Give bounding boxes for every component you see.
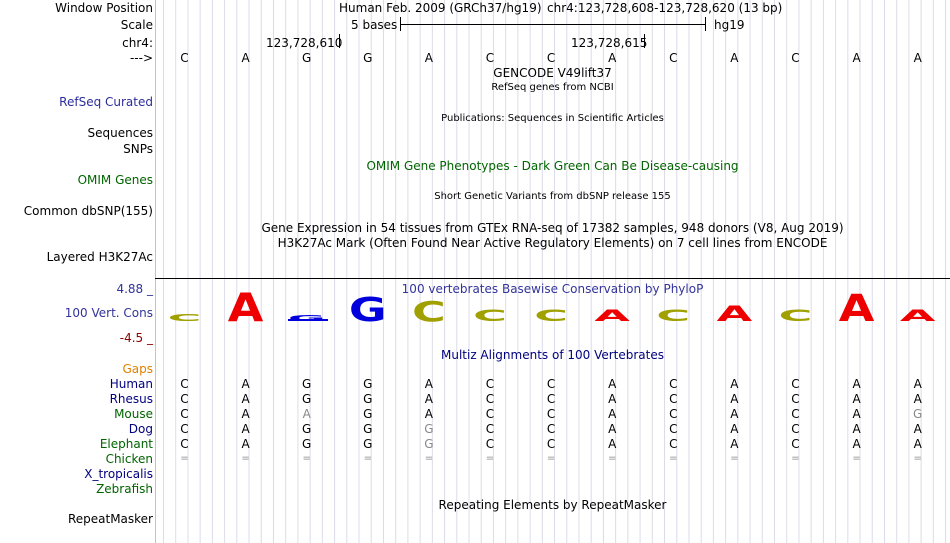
conservation-letter: A — [227, 285, 264, 332]
alignment-base: G — [363, 377, 373, 391]
alignment-base: C — [791, 422, 800, 436]
label-chr: chr4: — [122, 36, 153, 50]
coord-tick-1: 123,728,610 — [266, 36, 343, 50]
scale-label: 5 bases — [351, 18, 398, 32]
alignment-base: = — [852, 453, 861, 464]
label-layered-h3k27ac[interactable]: Layered H3K27Ac — [46, 250, 153, 264]
alignment-base: C — [180, 392, 189, 406]
conservation-letter: A — [594, 306, 630, 326]
reference-base: A — [730, 51, 739, 65]
track-subtitle-refseq[interactable]: RefSeq genes from NCBI — [491, 82, 614, 93]
cons-axis-min: -4.5 _ — [119, 331, 153, 345]
alignment-base: A — [608, 392, 617, 406]
track-title-phylop[interactable]: 100 vertebrates Basewise Conservation by PhyloP — [401, 282, 704, 296]
alignment-base: = — [791, 453, 800, 464]
alignment-base: A — [424, 407, 433, 421]
alignment-base: C — [669, 407, 678, 421]
alignment-base: C — [546, 377, 556, 391]
alignment-base: A — [241, 377, 250, 391]
label-window-position: Window Position — [55, 1, 153, 15]
alignment-base: A — [608, 377, 617, 391]
alignment-base: C — [669, 422, 678, 436]
alignment-base: A — [852, 392, 861, 406]
alignment-base: C — [669, 377, 678, 391]
alignment-base: C — [180, 407, 189, 421]
track-title-gencode[interactable]: GENCODE V49lift37 — [493, 66, 612, 80]
alignment-base: G — [302, 377, 312, 391]
conservation-letter: C — [534, 306, 568, 326]
alignment-base: C — [791, 392, 800, 406]
alignment-base: A — [913, 392, 922, 406]
alignment-base: = — [363, 453, 372, 464]
alignment-base: A — [852, 377, 861, 391]
reference-base: C — [546, 51, 556, 65]
alignment-base: A — [424, 392, 433, 406]
alignment-base: A — [424, 377, 433, 391]
alignment-base: A — [608, 437, 617, 451]
alignment-base: C — [669, 437, 678, 451]
alignment-base: A — [730, 407, 739, 421]
alignment-base: = — [913, 453, 922, 464]
conservation-letter: C — [167, 311, 202, 324]
alignment-base: C — [546, 392, 556, 406]
conservation-letter: A — [899, 306, 936, 326]
reference-base: A — [852, 51, 861, 65]
alignment-base: C — [485, 407, 495, 421]
conservation-letter: A — [716, 301, 753, 327]
track-title-multiz[interactable]: Multiz Alignments of 100 Vertebrates — [440, 348, 665, 362]
alignment-base: A — [730, 422, 739, 436]
reference-base: G — [302, 51, 312, 65]
label-refseq-curated[interactable]: RefSeq Curated — [59, 95, 153, 109]
alignment-base: A — [730, 377, 739, 391]
reference-base: A — [241, 51, 250, 65]
track-title-dbsnp[interactable]: Short Genetic Variants from dbSNP release 155 — [434, 191, 671, 202]
conservation-letter: C — [473, 306, 507, 326]
species-label[interactable]: Elephant — [99, 437, 153, 451]
alignment-base: = — [730, 453, 739, 464]
label-snps[interactable]: SNPs — [123, 142, 153, 156]
alignment-base: A — [852, 437, 861, 451]
reference-base: A — [913, 51, 922, 65]
alignment-base: G — [302, 392, 312, 406]
alignment-base: A — [852, 422, 861, 436]
reference-base: A — [424, 51, 433, 65]
alignment-base: A — [730, 392, 739, 406]
alignment-base: A — [913, 437, 922, 451]
reference-base: C — [180, 51, 189, 65]
alignment-base: A — [913, 377, 922, 391]
species-label[interactable]: Rhesus — [109, 392, 153, 406]
alignment-base: C — [791, 407, 800, 421]
alignment-base: C — [485, 437, 495, 451]
scale-db: hg19 — [714, 18, 745, 32]
alignment-base: G — [913, 407, 923, 421]
label-scale: Scale — [120, 18, 153, 32]
track-title-publications[interactable]: Publications: Sequences in Scientific Articles — [441, 113, 664, 124]
alignment-base: A — [241, 437, 250, 451]
species-label[interactable]: Dog — [128, 422, 153, 436]
alignment-base: C — [791, 377, 800, 391]
alignment-base: G — [302, 422, 312, 436]
species-label[interactable]: Chicken — [105, 452, 153, 466]
alignment-base: C — [546, 407, 556, 421]
alignment-base: C — [546, 437, 556, 451]
alignment-base: = — [546, 453, 556, 464]
reference-base: C — [669, 51, 678, 65]
alignment-base: C — [180, 437, 189, 451]
alignment-base: A — [852, 407, 861, 421]
alignment-base: C — [180, 377, 189, 391]
species-label[interactable]: Mouse — [114, 407, 153, 421]
alignment-base: G — [363, 422, 373, 436]
reference-base: A — [608, 51, 617, 65]
alignment-base: A — [302, 407, 311, 421]
alignment-base: = — [180, 453, 189, 464]
alignment-base: = — [607, 453, 617, 464]
alignment-base: = — [424, 453, 434, 464]
alignment-base: C — [485, 377, 495, 391]
alignment-base: C — [546, 422, 556, 436]
reference-base: G — [363, 51, 373, 65]
label-omim-genes[interactable]: OMIM Genes — [77, 173, 153, 187]
conservation-letter: C — [412, 295, 446, 328]
window-position: chr4:123,728,608-123,728,620 (13 bp) — [547, 1, 783, 15]
coord-tick-2: 123,728,615 — [571, 36, 648, 50]
track-title-gtex[interactable]: Gene Expression in 54 tissues from GTEx RNA-seq of 17382 samples, 948 donors (V8, Aug 2019) — [261, 221, 844, 235]
alignment-base: A — [913, 422, 922, 436]
alignment-base: G — [424, 437, 434, 451]
reference-base: C — [791, 51, 800, 65]
species-label[interactable]: Human — [109, 377, 153, 391]
alignment-base: C — [791, 437, 800, 451]
alignment-base: G — [363, 437, 373, 451]
assembly-title: Human Feb. 2009 (GRCh37/hg19) — [339, 1, 542, 15]
alignment-base: C — [485, 392, 495, 406]
alignment-base: A — [241, 422, 250, 436]
track-title-h3k27ac[interactable]: H3K27Ac Mark (Often Found Near Active Regulatory Elements) on 7 cell lines from ENCODE — [277, 236, 828, 250]
label-100-vert-cons[interactable]: 100 Vert. Cons — [64, 306, 153, 320]
label-gaps: Gaps — [122, 362, 153, 376]
species-label[interactable]: Zebrafish — [96, 482, 153, 496]
alignment-base: A — [241, 392, 250, 406]
conservation-letter: C — [778, 306, 813, 326]
track-title-repeatmasker[interactable]: Repeating Elements by RepeatMasker — [438, 498, 667, 512]
conservation-letter: G — [287, 313, 326, 323]
label-common-dbsnp[interactable]: Common dbSNP(155) — [23, 204, 153, 218]
alignment-base: G — [363, 392, 373, 406]
track-title-omim[interactable]: OMIM Gene Phenotypes - Dark Green Can Be Disease-causing — [366, 159, 739, 173]
alignment-base: = — [669, 453, 678, 464]
alignment-base: C — [180, 422, 189, 436]
alignment-base: C — [485, 422, 495, 436]
label-strand: ---> — [129, 51, 153, 65]
alignment-base: G — [363, 407, 373, 421]
species-label[interactable]: X_tropicalis — [84, 467, 153, 481]
alignment-base: = — [241, 453, 250, 464]
alignment-base: C — [669, 392, 678, 406]
alignment-base: A — [241, 407, 250, 421]
reference-base: C — [485, 51, 495, 65]
alignment-base: G — [424, 422, 434, 436]
alignment-base: = — [302, 453, 311, 464]
cons-axis-max: 4.88 _ — [116, 282, 153, 296]
label-repeatmasker[interactable]: RepeatMasker — [67, 512, 153, 526]
alignment-base: G — [302, 437, 312, 451]
conservation-letter: G — [348, 291, 387, 330]
alignment-base: A — [730, 437, 739, 451]
alignment-base: = — [485, 453, 495, 464]
alignment-base: A — [608, 407, 617, 421]
conservation-letter: C — [656, 306, 691, 326]
conservation-letter: A — [838, 286, 875, 330]
label-sequences[interactable]: Sequences — [87, 126, 153, 140]
alignment-base: A — [608, 422, 617, 436]
